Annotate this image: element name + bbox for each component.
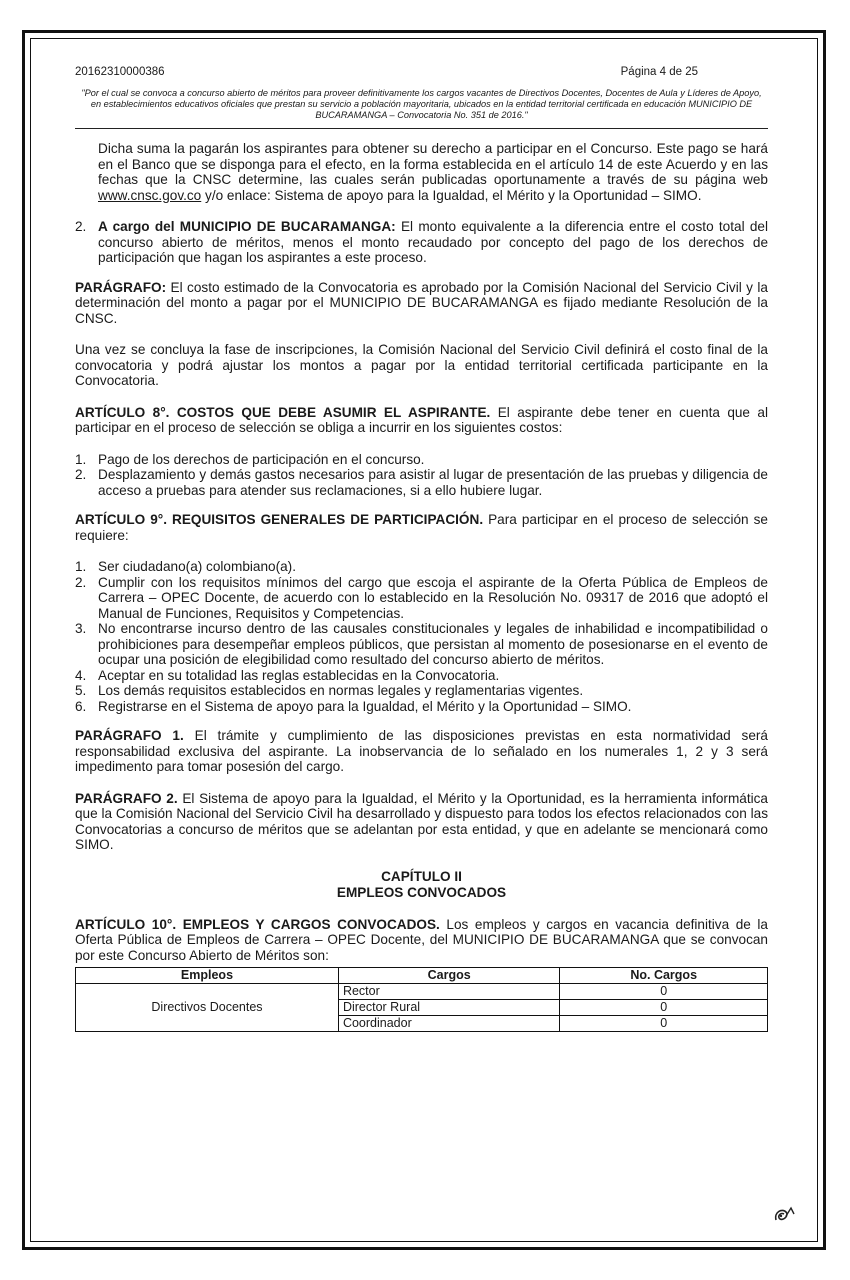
- count-cell: 0: [560, 984, 768, 1000]
- list-text: Pago de los derechos de participación en el concurso.: [98, 451, 425, 467]
- cargo-cell: Director Rural: [338, 1000, 559, 1016]
- list-text: Los demás requisitos establecidos en normas legales y reglamentarias vigentes.: [98, 683, 584, 698]
- article-8-heading: ARTÍCULO 8°. COSTOS QUE DEBE ASUMIR EL ASPIRANTE.: [75, 404, 491, 420]
- paragrafo-heading: PARÁGRAFO:: [75, 279, 167, 295]
- list-item: [75, 668, 768, 684]
- list-item: [75, 559, 768, 575]
- cost-item-2: [75, 219, 768, 266]
- paragrafo-text: El costo estimado de la Convocatoria es aprobado por la Comisión Nacional del Servicio Civil y la determinación del monto a pagar por el MUNICIPIO DE BUCARAMANGA es fijado mediante Resolución de la CNSC.: [75, 279, 768, 326]
- inscripciones-paragraph: Una vez se concluya la fase de inscripciones, la Comisión Nacional del Servicio Civil definirá el costo final de la convocatoria y podrá ajustar los montos a pagar por la entidad territorial certificada participante en la Convocatoria.: [75, 342, 768, 388]
- paragrafo-2-heading: PARÁGRAFO 2.: [75, 790, 178, 806]
- article-8-list: [75, 452, 768, 499]
- page-header: [75, 66, 768, 78]
- paragrafo-1-text: El trámite y cumplimiento de las disposiciones previstas en esta normatividad será responsabilidad exclusiva del aspirante. La inobservancia de lo señalado en los numerales 1, 2 y 3 será impedimento para tomar posesión del cargo.: [75, 728, 768, 774]
- jobs-table: [75, 967, 768, 1032]
- paragrafo: [75, 280, 768, 327]
- list-text: Cumplir con los requisitos mínimos del cargo que escoja el aspirante de la Oferta Pública de Empleos de Carrera – OPEC Docente, de acuerdo con lo establecido en la Resolución No. 09317 de 2016 que adoptó el Manual de Funciones, Requisitos y Competencias.: [98, 574, 768, 621]
- list-number: 6.: [75, 698, 87, 714]
- column-header-no-cargos: No. Cargos: [560, 968, 768, 984]
- article-9-heading: ARTÍCULO 9°. REQUISITOS GENERALES DE PARTICIPACIÓN.: [75, 512, 484, 527]
- article-10-text: Los empleos y cargos en vacancia definitiva de la Oferta Pública de Empleos de Carrera – OPEC Docente, del MUNICIPIO DE BUCARAMANGA que se convocan por este Concurso Abierto de Méritos son:: [75, 916, 768, 963]
- list-number: 2.: [75, 467, 87, 482]
- list-item: [75, 699, 768, 715]
- list-item: [75, 621, 768, 668]
- paragrafo-2-text: El Sistema de apoyo para la Igualdad, el Mérito y la Oportunidad, es la herramienta informática que la Comisión Nacional del Servicio Civil ha desarrollado y dispuesto para todos los efectos relacionados con las Convocatorias a concurso de méritos que se adelantan por esta entidad, y que en adelante se mencionará como SIMO.: [75, 790, 768, 852]
- payment-text-a: Dicha suma la pagarán los aspirantes para obtener su derecho a participar en el Concurso. Este pago se hará en el Banco que se disponga para el efecto, en la forma establecida en el artículo 14 de este Acuerdo y en las fechas que la CNSC determine, las cuales serán publicadas oportunamente a través de su página web: [98, 141, 768, 187]
- header-divider: [75, 128, 768, 129]
- chapter-number: CAPÍTULO II: [381, 868, 462, 884]
- list-text: Ser ciudadano(a) colombiano(a).: [98, 559, 296, 574]
- chapter-heading: [75, 869, 768, 901]
- count-cell: 0: [560, 1016, 768, 1032]
- list-text: No encontrarse incurso dentro de las causales constitucionales y legales de inhabilidad e incompatibilidad o prohibiciones para desempeñar empleos públicos, que persistan al momento de posesionarse en el evento de ocupar una posición de elegibilidad como resultado del concurso abierto de méritos.: [98, 621, 768, 667]
- list-item: [75, 219, 768, 266]
- document-page: [75, 66, 768, 1032]
- page-number: Página 4 de 25: [620, 66, 698, 78]
- paragrafo-1: [75, 728, 768, 775]
- list-item: [75, 575, 768, 622]
- article-8-text: El aspirante debe tener en cuenta que al participar en el proceso de selección se obliga a incurrir en los siguientes costos:: [75, 404, 768, 435]
- payment-text-b: y/o enlace: Sistema de apoyo para la Igualdad, el Mérito y la Oportunidad – SIMO.: [201, 187, 702, 203]
- article-10: [75, 917, 768, 964]
- list-item: [75, 452, 768, 468]
- column-header-cargos: Cargos: [338, 968, 559, 984]
- list-number: 4.: [75, 667, 87, 683]
- list-item: [75, 683, 768, 699]
- list-number: 5.: [75, 683, 87, 698]
- item-text: El monto equivalente a la diferencia entre el costo total del concurso abierto de méritos, menos el monto recaudado por concepto del pago de los derechos de participación que hagan los aspirantes a este proceso.: [98, 219, 768, 265]
- chapter-title: EMPLEOS CONVOCADOS: [336, 884, 507, 900]
- list-text: Aceptar en su totalidad las reglas establecidas en la Convocatoria.: [98, 667, 500, 683]
- item-heading: A cargo del MUNICIPIO DE BUCARAMANGA:: [98, 219, 396, 234]
- list-number: 1.: [75, 559, 87, 574]
- article-9-list: [75, 559, 768, 714]
- doc-number: 20162310000386: [75, 66, 165, 78]
- list-number: 1.: [75, 451, 87, 467]
- table-row: [76, 984, 768, 1000]
- list-number: 3.: [75, 621, 87, 636]
- cargo-cell: Coordinador: [338, 1016, 559, 1032]
- list-number: 2.: [75, 574, 87, 590]
- list-item: [75, 467, 768, 498]
- article-9: [75, 512, 768, 543]
- paragrafo-2: [75, 791, 768, 853]
- article-8: [75, 405, 768, 436]
- document-subtitle: "Por el cual se convoca a concurso abierto de méritos para proveer definitivamente los cargos vacantes de Directivos Docentes, Docentes de Aula y Líderes de Apoyo, en establecimientos educativos oficiales que prestan su servicio a población mayoritaria, ubicados en la entidad territorial certificada en educación MUNICIPIO DE BUCARAMANGA – Convocatoria No. 351 de 2016.": [81, 88, 762, 120]
- cnsc-website-link[interactable]: www.cnsc.gov.co: [98, 187, 202, 203]
- list-text: Desplazamiento y demás gastos necesarios para asistir al lugar de presentación de las pruebas y diligencia de acceso a pruebas para atender sus reclamaciones, si a ello hubiere lugar.: [98, 467, 768, 498]
- count-cell: 0: [560, 1000, 768, 1016]
- list-number: 2.: [75, 219, 87, 234]
- table-header-row: [76, 968, 768, 984]
- list-text: Registrarse en el Sistema de apoyo para la Igualdad, el Mérito y la Oportunidad – SIMO.: [98, 698, 632, 714]
- empleo-group-cell: Directivos Docentes: [76, 984, 339, 1032]
- paragrafo-1-heading: PARÁGRAFO 1.: [75, 728, 184, 743]
- column-header-empleos: Empleos: [76, 968, 339, 984]
- article-10-heading: ARTÍCULO 10°. EMPLEOS Y CARGOS CONVOCADOS.: [75, 916, 440, 932]
- article-9-text: Para participar en el proceso de selección se requiere:: [75, 512, 768, 543]
- payment-paragraph: [75, 141, 768, 203]
- initials-stamp-icon: [772, 1202, 798, 1226]
- cargo-cell: Rector: [338, 984, 559, 1000]
